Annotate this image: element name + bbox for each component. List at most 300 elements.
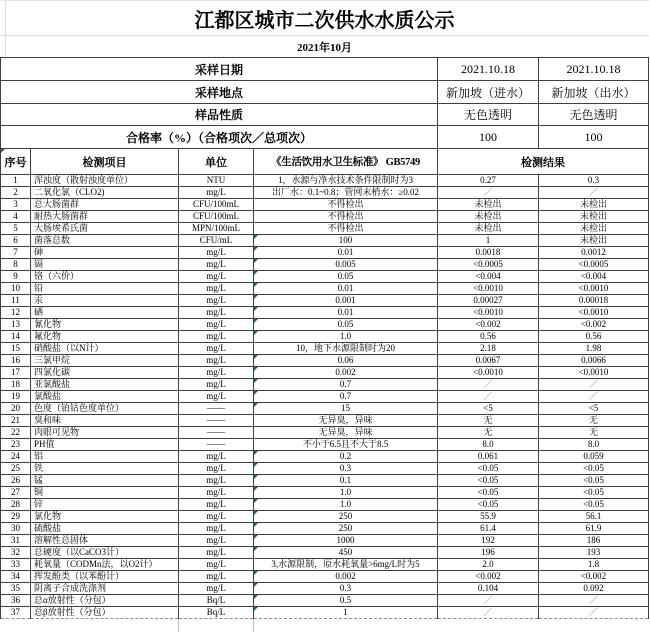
row-unit: mg/L bbox=[179, 583, 254, 595]
row-result-outlet: <0.0010 bbox=[539, 283, 649, 295]
row-result-inlet: 无 bbox=[438, 427, 539, 439]
row-result-inlet: ／ bbox=[438, 391, 539, 403]
table-row bbox=[1, 295, 649, 307]
row-item: 亚氯酸盐 bbox=[31, 379, 179, 391]
table-row bbox=[1, 331, 649, 343]
table-row bbox=[1, 235, 649, 247]
row-result-outlet: <0.05 bbox=[539, 463, 649, 475]
filler-cell bbox=[1, 619, 31, 632]
info-row-sampling-date bbox=[1, 58, 649, 81]
excel-error-marker bbox=[254, 475, 258, 479]
row-unit: mg/L bbox=[179, 271, 254, 283]
row-unit: mg/L bbox=[179, 463, 254, 475]
table-row bbox=[1, 595, 649, 607]
row-item: 菌落总数 bbox=[31, 235, 179, 247]
row-standard: 0.05 bbox=[254, 271, 438, 283]
row-item: 三氯甲烷 bbox=[31, 355, 179, 367]
row-unit: mg/L bbox=[179, 523, 254, 535]
row-result-inlet: 未检出 bbox=[438, 223, 539, 235]
row-standard: 1.0 bbox=[254, 499, 438, 511]
filler-cell-unit bbox=[179, 619, 254, 632]
sample-nature-outlet: 无色透明 bbox=[539, 104, 649, 126]
row-index: 14 bbox=[1, 331, 31, 343]
row-index: 9 bbox=[1, 271, 31, 283]
excel-error-marker bbox=[254, 547, 258, 551]
excel-error-marker bbox=[254, 583, 258, 587]
excel-error-marker bbox=[1, 149, 5, 153]
row-index: 5 bbox=[1, 223, 31, 235]
excel-error-marker bbox=[254, 511, 258, 515]
row-item: 浑浊度（散射浊度单位） bbox=[31, 175, 179, 187]
row-result-inlet: 61.4 bbox=[438, 523, 539, 535]
excel-error-marker bbox=[254, 307, 258, 311]
row-item: 总硬度（以CaCO3计） bbox=[31, 547, 179, 559]
row-item: 铜 bbox=[31, 487, 179, 499]
row-result-outlet: 未检出 bbox=[539, 223, 649, 235]
row-result-inlet: <0.0005 bbox=[438, 259, 539, 271]
period-row bbox=[1, 36, 649, 58]
row-item: 汞 bbox=[31, 295, 179, 307]
row-standard: 1000 bbox=[254, 535, 438, 547]
row-index: 22 bbox=[1, 427, 31, 439]
row-item: 氰化物 bbox=[31, 319, 179, 331]
excel-error-marker bbox=[254, 319, 258, 323]
left-gridline-stub bbox=[5, 0, 6, 56]
row-unit: mg/L bbox=[179, 331, 254, 343]
row-item: 大肠埃希氏菌 bbox=[31, 223, 179, 235]
excel-error-marker bbox=[254, 367, 258, 371]
row-standard: 1.0 bbox=[254, 331, 438, 343]
excel-error-marker bbox=[254, 391, 258, 395]
table-row bbox=[1, 439, 649, 451]
row-item: 砷 bbox=[31, 247, 179, 259]
row-index: 17 bbox=[1, 367, 31, 379]
row-result-outlet: <0.004 bbox=[539, 271, 649, 283]
table-row bbox=[1, 379, 649, 391]
row-unit: mg/L bbox=[179, 535, 254, 547]
row-index: 2 bbox=[1, 187, 31, 199]
row-standard: 15 bbox=[254, 403, 438, 415]
row-standard: 0.001 bbox=[254, 295, 438, 307]
row-result-outlet: ／ bbox=[539, 187, 649, 199]
sampling-site-label: 采样地点 bbox=[1, 81, 438, 104]
title-row bbox=[1, 1, 649, 36]
row-index: 3 bbox=[1, 199, 31, 211]
row-index: 18 bbox=[1, 379, 31, 391]
row-result-outlet: 1.8 bbox=[539, 559, 649, 571]
sampling-date-label: 采样日期 bbox=[1, 58, 438, 81]
excel-error-marker bbox=[254, 355, 258, 359]
header-index bbox=[1, 149, 31, 175]
row-unit: mg/L bbox=[179, 391, 254, 403]
row-item: 总大肠菌群 bbox=[31, 199, 179, 211]
row-result-inlet: <0.05 bbox=[438, 499, 539, 511]
row-index: 19 bbox=[1, 391, 31, 403]
header-standard: 《生活饮用水卫生标准》 GB5749 bbox=[254, 149, 438, 175]
excel-error-marker bbox=[254, 535, 258, 539]
filler-cell bbox=[254, 619, 438, 632]
row-standard: 0.01 bbox=[254, 247, 438, 259]
row-standard: 出厂水：0.1~0.8；管网末梢水：≥0.02 bbox=[254, 187, 438, 199]
excel-error-marker bbox=[254, 235, 258, 239]
row-result-outlet: <0.0010 bbox=[539, 307, 649, 319]
row-result-outlet: <0.002 bbox=[539, 571, 649, 583]
row-result-inlet: 未检出 bbox=[438, 211, 539, 223]
table-row bbox=[1, 607, 649, 619]
header-index-label: 序号 bbox=[4, 156, 27, 169]
table-row bbox=[1, 571, 649, 583]
row-item: 铝 bbox=[31, 451, 179, 463]
row-standard: 0.5 bbox=[254, 595, 438, 607]
row-item: 锌 bbox=[31, 499, 179, 511]
table-row bbox=[1, 247, 649, 259]
row-unit: MPN/100mL bbox=[179, 223, 254, 235]
row-result-inlet: <0.002 bbox=[438, 319, 539, 331]
row-standard: 1，水源与净水技术条件限制时为3 bbox=[254, 175, 438, 187]
row-standard: 不得检出 bbox=[254, 211, 438, 223]
row-unit: mg/L bbox=[179, 499, 254, 511]
row-item: 溶解性总固体 bbox=[31, 535, 179, 547]
row-standard: 0.3 bbox=[254, 463, 438, 475]
row-standard: 0.1 bbox=[254, 475, 438, 487]
row-item: 色度（铂钴色度单位） bbox=[31, 403, 179, 415]
row-result-outlet: 0.059 bbox=[539, 451, 649, 463]
row-result-outlet: ／ bbox=[539, 595, 649, 607]
row-result-outlet: 8.0 bbox=[539, 439, 649, 451]
row-index: 34 bbox=[1, 571, 31, 583]
row-result-inlet: <0.05 bbox=[438, 475, 539, 487]
row-unit: Bq/L bbox=[179, 607, 254, 619]
row-unit: CFU/100mL bbox=[179, 211, 254, 223]
row-standard: 10，地下水源限制时为20 bbox=[254, 343, 438, 355]
row-unit: —— bbox=[179, 403, 254, 415]
row-result-outlet: 未检出 bbox=[539, 235, 649, 247]
excel-error-marker bbox=[254, 379, 258, 383]
pass-rate-outlet: 100 bbox=[539, 126, 649, 149]
row-result-inlet: <5 bbox=[438, 403, 539, 415]
row-result-inlet: 55.9 bbox=[438, 511, 539, 523]
row-item: 锰 bbox=[31, 475, 179, 487]
row-item: 总β放射性（分包） bbox=[31, 607, 179, 619]
row-result-outlet: 无 bbox=[539, 427, 649, 439]
table-row bbox=[1, 559, 649, 571]
row-standard: 250 bbox=[254, 511, 438, 523]
table-row bbox=[1, 259, 649, 271]
table-row bbox=[1, 451, 649, 463]
row-index: 12 bbox=[1, 307, 31, 319]
table-row bbox=[1, 283, 649, 295]
table-row bbox=[1, 487, 649, 499]
page-title: 江都区城市二次供水水质公示 bbox=[1, 1, 649, 36]
sample-nature-inlet: 无色透明 bbox=[438, 104, 539, 126]
row-result-inlet: 无 bbox=[438, 415, 539, 427]
sampling-date-inlet: 2021.10.18 bbox=[438, 58, 539, 81]
row-standard: 0.06 bbox=[254, 355, 438, 367]
row-result-inlet: ／ bbox=[438, 187, 539, 199]
excel-error-marker bbox=[254, 259, 258, 263]
row-result-inlet: 0.061 bbox=[438, 451, 539, 463]
row-item: 铁 bbox=[31, 463, 179, 475]
row-item: 挥发酚类（以苯酚计） bbox=[31, 571, 179, 583]
row-result-inlet: 0.56 bbox=[438, 331, 539, 343]
filler-cell bbox=[539, 619, 649, 632]
row-result-outlet: <0.05 bbox=[539, 475, 649, 487]
row-result-inlet: <0.002 bbox=[438, 571, 539, 583]
excel-error-marker bbox=[254, 463, 258, 467]
excel-error-marker bbox=[254, 283, 258, 287]
row-result-outlet: 无 bbox=[539, 415, 649, 427]
row-standard: 不得检出 bbox=[254, 199, 438, 211]
row-item: 镉 bbox=[31, 259, 179, 271]
row-item: 氯化物 bbox=[31, 511, 179, 523]
row-index: 23 bbox=[1, 439, 31, 451]
row-index: 13 bbox=[1, 319, 31, 331]
row-result-inlet: 0.0067 bbox=[438, 355, 539, 367]
row-result-outlet: 0.0012 bbox=[539, 247, 649, 259]
row-item: 硫酸盐 bbox=[31, 523, 179, 535]
row-result-outlet: ／ bbox=[539, 607, 649, 619]
row-result-inlet: <0.0010 bbox=[438, 307, 539, 319]
row-unit: mg/L bbox=[179, 379, 254, 391]
row-result-outlet: <0.0010 bbox=[539, 367, 649, 379]
table-row bbox=[1, 271, 649, 283]
sample-nature-label: 样品性质 bbox=[1, 104, 438, 126]
table-row bbox=[1, 343, 649, 355]
table-row bbox=[1, 307, 649, 319]
row-result-inlet: ／ bbox=[438, 595, 539, 607]
info-row-sampling-site bbox=[1, 81, 649, 104]
row-standard: 0.01 bbox=[254, 307, 438, 319]
row-result-outlet: 186 bbox=[539, 535, 649, 547]
table-row bbox=[1, 175, 649, 187]
row-unit: mg/L bbox=[179, 247, 254, 259]
row-unit: —— bbox=[179, 415, 254, 427]
table-row bbox=[1, 511, 649, 523]
row-standard: 0.002 bbox=[254, 367, 438, 379]
table-row bbox=[1, 391, 649, 403]
row-index: 37 bbox=[1, 607, 31, 619]
header-unit: 单位 bbox=[179, 149, 254, 175]
bottom-filler bbox=[1, 619, 649, 632]
row-index: 35 bbox=[1, 583, 31, 595]
row-standard: 不得检出 bbox=[254, 223, 438, 235]
table-row bbox=[1, 523, 649, 535]
row-unit: mg/L bbox=[179, 487, 254, 499]
row-item: 氟化物 bbox=[31, 331, 179, 343]
row-standard: 1.0 bbox=[254, 487, 438, 499]
row-item: 氯酸盐 bbox=[31, 391, 179, 403]
row-unit: mg/L bbox=[179, 283, 254, 295]
row-unit: mg/L bbox=[179, 343, 254, 355]
row-index: 24 bbox=[1, 451, 31, 463]
results-tbody bbox=[1, 175, 649, 619]
row-index: 26 bbox=[1, 475, 31, 487]
row-item: 铅 bbox=[31, 283, 179, 295]
row-result-inlet: 0.0018 bbox=[438, 247, 539, 259]
row-item: 肉眼可见物 bbox=[31, 427, 179, 439]
row-index: 36 bbox=[1, 595, 31, 607]
row-result-outlet: 未检出 bbox=[539, 199, 649, 211]
row-item: 二氧化氯（CLO2) bbox=[31, 187, 179, 199]
sampling-date-outlet: 2021.10.18 bbox=[539, 58, 649, 81]
info-row-sample-nature bbox=[1, 104, 649, 126]
row-result-inlet: ／ bbox=[438, 607, 539, 619]
row-unit: mg/L bbox=[179, 571, 254, 583]
row-item: PH值 bbox=[31, 439, 179, 451]
row-result-outlet: <0.05 bbox=[539, 499, 649, 511]
row-index: 33 bbox=[1, 559, 31, 571]
row-index: 27 bbox=[1, 487, 31, 499]
row-result-inlet: 2.18 bbox=[438, 343, 539, 355]
row-index: 11 bbox=[1, 295, 31, 307]
row-index: 32 bbox=[1, 547, 31, 559]
row-unit: NTU bbox=[179, 175, 254, 187]
row-standard: 100 bbox=[254, 235, 438, 247]
row-item: 臭和味 bbox=[31, 415, 179, 427]
excel-error-marker bbox=[254, 331, 258, 335]
row-index: 6 bbox=[1, 235, 31, 247]
row-standard: 3,水源限制，原水耗氧量>6mg/L时为5 bbox=[254, 559, 438, 571]
row-unit: mg/L bbox=[179, 511, 254, 523]
row-unit: mg/L bbox=[179, 319, 254, 331]
row-unit: CFU/100mL bbox=[179, 199, 254, 211]
row-standard: 无异臭，异味 bbox=[254, 427, 438, 439]
row-unit: mg/L bbox=[179, 475, 254, 487]
row-index: 31 bbox=[1, 535, 31, 547]
pass-rate-inlet: 100 bbox=[438, 126, 539, 149]
table-row bbox=[1, 583, 649, 595]
row-standard: 250 bbox=[254, 523, 438, 535]
row-unit: —— bbox=[179, 427, 254, 439]
row-item: 阴离子合成洗涤剂 bbox=[31, 583, 179, 595]
row-result-outlet: 0.00018 bbox=[539, 295, 649, 307]
row-index: 25 bbox=[1, 463, 31, 475]
row-unit: —— bbox=[179, 439, 254, 451]
header-item: 检测项目 bbox=[31, 149, 179, 175]
row-item: 耗氧量（CODMn法，以O2计） bbox=[31, 559, 179, 571]
table-row bbox=[1, 367, 649, 379]
row-index: 7 bbox=[1, 247, 31, 259]
excel-error-marker bbox=[254, 451, 258, 455]
row-result-outlet: <5 bbox=[539, 403, 649, 415]
excel-error-marker bbox=[254, 487, 258, 491]
header-result: 检测结果 bbox=[438, 149, 649, 175]
table-row bbox=[1, 475, 649, 487]
filler-cell bbox=[31, 619, 179, 632]
row-unit: mg/L bbox=[179, 295, 254, 307]
excel-error-marker bbox=[254, 607, 258, 611]
row-unit: CFU/mL bbox=[179, 235, 254, 247]
row-result-inlet: <0.05 bbox=[438, 487, 539, 499]
row-unit: mg/L bbox=[179, 367, 254, 379]
head-block bbox=[1, 1, 649, 175]
row-result-outlet: <0.05 bbox=[539, 487, 649, 499]
row-unit: mg/L bbox=[179, 355, 254, 367]
table-row bbox=[1, 211, 649, 223]
row-index: 28 bbox=[1, 499, 31, 511]
row-result-inlet: 2.0 bbox=[438, 559, 539, 571]
table-row bbox=[1, 223, 649, 235]
row-result-outlet: 61.9 bbox=[539, 523, 649, 535]
table-row bbox=[1, 187, 649, 199]
row-standard: 0.01 bbox=[254, 283, 438, 295]
row-result-inlet: <0.0010 bbox=[438, 283, 539, 295]
row-result-outlet: 0.092 bbox=[539, 583, 649, 595]
row-result-inlet: 196 bbox=[438, 547, 539, 559]
excel-error-marker bbox=[254, 595, 258, 599]
table-row bbox=[1, 199, 649, 211]
table-row bbox=[1, 403, 649, 415]
row-index: 1 bbox=[1, 175, 31, 187]
excel-error-marker bbox=[254, 523, 258, 527]
row-item: 耐热大肠菌群 bbox=[31, 211, 179, 223]
row-item: 四氯化碳 bbox=[31, 367, 179, 379]
row-standard: 无异臭，异味 bbox=[254, 415, 438, 427]
row-result-inlet: 0.104 bbox=[438, 583, 539, 595]
row-result-inlet: 8.0 bbox=[438, 439, 539, 451]
row-result-inlet: 0.00027 bbox=[438, 295, 539, 307]
row-result-inlet: 1 bbox=[438, 235, 539, 247]
row-item: 总α放射性（分包） bbox=[31, 595, 179, 607]
row-result-outlet: 0.0066 bbox=[539, 355, 649, 367]
row-standard: 450 bbox=[254, 547, 438, 559]
row-index: 21 bbox=[1, 415, 31, 427]
row-index: 10 bbox=[1, 283, 31, 295]
row-unit: mg/L bbox=[179, 559, 254, 571]
table-row bbox=[1, 427, 649, 439]
pass-rate-label: 合格率（%）（合格项次／总项次） bbox=[1, 126, 438, 149]
row-item: 硝酸盐（以N计） bbox=[31, 343, 179, 355]
excel-error-marker bbox=[254, 271, 258, 275]
row-result-outlet: 未检出 bbox=[539, 211, 649, 223]
table-row bbox=[1, 319, 649, 331]
table-row bbox=[1, 547, 649, 559]
row-unit: mg/L bbox=[179, 547, 254, 559]
row-result-outlet: 56.1 bbox=[539, 511, 649, 523]
row-result-inlet: <0.0010 bbox=[438, 367, 539, 379]
row-result-outlet: ／ bbox=[539, 379, 649, 391]
excel-error-marker bbox=[254, 571, 258, 575]
row-result-outlet: 0.56 bbox=[539, 331, 649, 343]
filler-cell bbox=[438, 619, 539, 632]
row-result-inlet: 0.27 bbox=[438, 175, 539, 187]
row-result-outlet: ／ bbox=[539, 391, 649, 403]
row-item: 硒 bbox=[31, 307, 179, 319]
excel-error-marker bbox=[254, 247, 258, 251]
row-index: 4 bbox=[1, 211, 31, 223]
row-unit: mg/L bbox=[179, 187, 254, 199]
row-result-outlet: <0.0005 bbox=[539, 259, 649, 271]
period-subtitle: 2021年10月 bbox=[297, 41, 353, 54]
row-unit: mg/L bbox=[179, 451, 254, 463]
row-item: 铬（六价） bbox=[31, 271, 179, 283]
row-result-outlet: <0.002 bbox=[539, 319, 649, 331]
row-standard: 0.3 bbox=[254, 583, 438, 595]
row-index: 8 bbox=[1, 259, 31, 271]
table-row bbox=[1, 463, 649, 475]
row-index: 30 bbox=[1, 523, 31, 535]
row-standard: 0.002 bbox=[254, 571, 438, 583]
row-result-inlet: 192 bbox=[438, 535, 539, 547]
table-row bbox=[1, 499, 649, 511]
row-index: 16 bbox=[1, 355, 31, 367]
row-result-outlet: 1.98 bbox=[539, 343, 649, 355]
table-row bbox=[1, 355, 649, 367]
excel-error-marker bbox=[254, 295, 258, 299]
row-index: 20 bbox=[1, 403, 31, 415]
column-header-row bbox=[1, 149, 649, 175]
row-standard: 0.005 bbox=[254, 259, 438, 271]
